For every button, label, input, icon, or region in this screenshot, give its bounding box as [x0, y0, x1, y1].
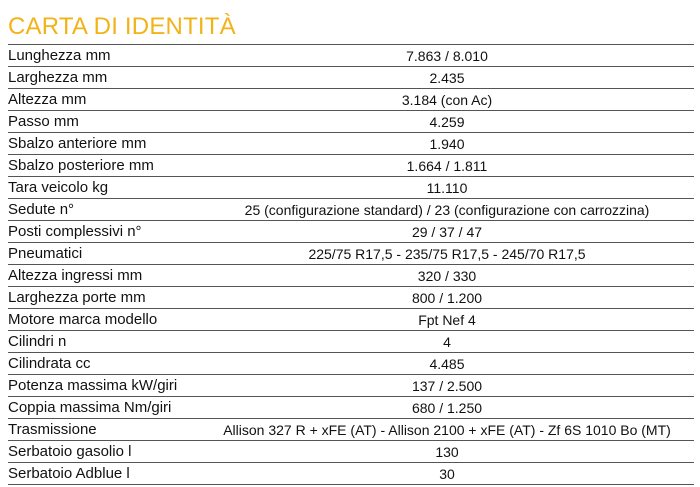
spec-label: Trasmissione: [8, 421, 97, 438]
spec-label: Larghezza porte mm: [8, 289, 146, 306]
spec-label: Sbalzo posteriore mm: [8, 157, 154, 174]
spec-row: [8, 243, 694, 265]
spec-value: 800 / 1.200: [411, 290, 483, 306]
spec-label: Coppia massima Nm/giri: [8, 399, 172, 416]
spec-value: 29 / 37 / 47: [411, 224, 483, 240]
spec-row: [8, 199, 694, 221]
spec-row: [8, 111, 694, 133]
spec-value: 3.184 (con Ac): [401, 92, 493, 108]
spec-label: Tara veicolo kg: [8, 179, 109, 196]
spec-value: 25 (configurazione standard) / 23 (configurazione con carrozzina): [244, 202, 650, 218]
spec-label: Altezza ingressi mm: [8, 267, 143, 284]
spec-value: 4.485: [429, 356, 465, 372]
spec-label: Cilindrata cc: [8, 355, 91, 372]
spec-row: [8, 133, 694, 155]
spec-row: [8, 67, 694, 89]
spec-row: [8, 375, 694, 397]
spec-row: [8, 177, 694, 199]
spec-value: 1.664 / 1.811: [406, 158, 488, 174]
spec-label: Lunghezza mm: [8, 47, 111, 64]
spec-row: [8, 397, 694, 419]
spec-label: Posti complessivi n°: [8, 223, 142, 240]
spec-value: 137 / 2.500: [411, 378, 483, 394]
spec-row: [8, 287, 694, 309]
spec-row: [8, 441, 694, 463]
spec-value: 30: [439, 466, 455, 482]
spec-table: [8, 44, 694, 485]
spec-row: [8, 309, 694, 331]
spec-label: Motore marca modello: [8, 311, 158, 328]
spec-label: Altezza mm: [8, 91, 87, 108]
card-title: CARTA DI IDENTITÀ: [8, 13, 236, 40]
spec-label: Potenza massima kW/giri: [8, 377, 178, 394]
spec-row: [8, 331, 694, 353]
spec-value: 2.435: [429, 70, 465, 86]
spec-value: 1.940: [429, 136, 465, 152]
spec-value: 4: [443, 334, 451, 350]
spec-value: 7.863 / 8.010: [406, 48, 488, 64]
spec-value: 680 / 1.250: [411, 400, 483, 416]
spec-row: [8, 45, 694, 67]
spec-row: [8, 463, 694, 485]
spec-label: Cilindri n: [8, 333, 67, 350]
spec-label: Pneumatici: [8, 245, 83, 262]
spec-label: Sbalzo anteriore mm: [8, 135, 147, 152]
spec-label: Sedute n°: [8, 201, 75, 218]
spec-value: 130: [435, 444, 459, 460]
spec-value: 225/75 R17,5 - 235/75 R17,5 - 245/70 R17,5: [308, 246, 586, 262]
spec-value: 320 / 330: [417, 268, 477, 284]
spec-label: Serbatoio gasolio l: [8, 443, 132, 460]
spec-value: Allison 327 R + xFE (AT) - Allison 2100 + xFE (AT) - Zf 6S 1010 Bo (MT): [223, 422, 671, 438]
spec-value: 11.110: [426, 180, 468, 196]
spec-row: [8, 155, 694, 177]
spec-value: 4.259: [429, 114, 465, 130]
spec-label: Passo mm: [8, 113, 79, 130]
spec-row: [8, 353, 694, 375]
spec-label: Larghezza mm: [8, 69, 108, 86]
spec-row: [8, 419, 694, 441]
spec-value: Fpt Nef 4: [418, 312, 476, 328]
spec-row: [8, 221, 694, 243]
spec-label: Serbatoio Adblue l: [8, 465, 130, 482]
spec-row: [8, 265, 694, 287]
spec-row: [8, 89, 694, 111]
